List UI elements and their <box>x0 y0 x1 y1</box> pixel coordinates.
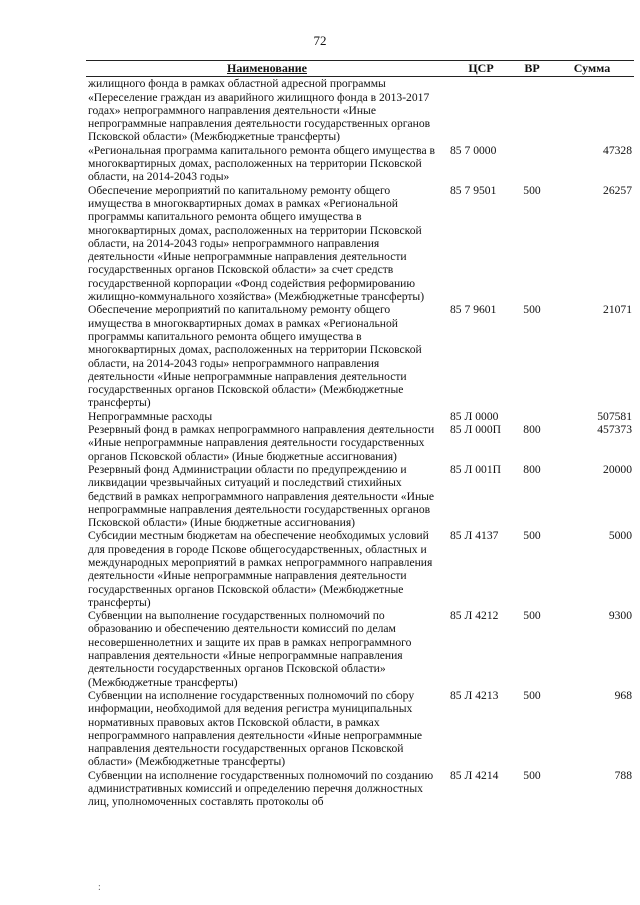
row-csr: 85 Л 4213 <box>450 688 499 702</box>
row-vr: 800 <box>523 423 541 437</box>
row-sum <box>550 77 634 144</box>
budget-table <box>86 60 634 809</box>
row-csr <box>448 77 514 144</box>
row-sum: 457373 <box>597 423 632 437</box>
row-vr <box>514 77 550 144</box>
table-row <box>86 144 634 184</box>
row-name: Субвенции на исполнение государственных полномочий по сбору информации, необходимой для ведения регистра муниципальных нормативных правовых актов Псковской области, в рамках непрограммного направления деятельности «Иные непрограммные направления деятельности государственных органов Псковской области» (Межбюджетные трансферты) <box>88 688 423 769</box>
row-name: Субвенции на выполнение государственных полномочий по образованию и обеспечению деятельности комиссий по делам несовершеннолетних и защите их прав в рамках непрограммного направления деятельности «Иные непрограммные направления деятельности государственных органов Псковской области» (Межбюджетные трансферты) <box>88 609 412 689</box>
scan-mark: : <box>98 882 101 893</box>
row-name: Резервный фонд в рамках непрограммного направления деятельности «Иные непрограммные направления деятельности государственных органов Псковской области» (Иные бюджетные ассигнования) <box>88 423 435 463</box>
table-header-row <box>86 61 634 77</box>
table-row <box>86 769 634 809</box>
row-vr: 500 <box>523 688 541 702</box>
table-row <box>86 423 634 463</box>
row-csr: 85 Л 001П <box>450 462 502 476</box>
table-row <box>86 529 634 609</box>
row-sum: 20000 <box>603 462 632 476</box>
row-csr: 85 Л 000П <box>450 423 502 437</box>
row-vr: 800 <box>523 462 541 476</box>
row-name: «Региональная программа капитального ремонта общего имущества в многоквартирных домах, расположенных на территории Псковской области, на 2014-2043 годы» <box>88 143 436 184</box>
row-sum: 26257 <box>603 183 632 197</box>
table-row <box>86 184 634 304</box>
row-vr: 500 <box>523 183 541 197</box>
row-name: Субвенции на исполнение государственных полномочий по созданию административных комиссий и определению перечня должностных лиц, уполномоченных составлять протоколы об <box>88 768 434 809</box>
table-row <box>86 609 634 689</box>
row-name: Субсидии местным бюджетам на обеспечение необходимых условий для проведения в городе Пскове общегосударственных, областных и международных мероприятий в рамках непрограммного направления деятельности «Иные непрограммные направления деятельности государственных органов Псковской области» (Межбюджетные трансферты) <box>88 529 433 609</box>
table-row <box>86 410 634 423</box>
row-name: Обеспечение мероприятий по капитальному ремонту общего имущества в многоквартирных домах в рамках «Региональной программы капитального ремонта общего имущества в многоквартирных домах, расположенных на территории Псковской области, на 2014-2043 годы» непрограммного направления деятельности «Иные непрограммные направления деятельности государственных органов Псковской области» за счет средств государственной корпорации «Фонд содействия реформированию жилищно-коммунального хозяйства» (Межбюджетные трансферты) <box>88 183 425 304</box>
row-sum: 5000 <box>608 529 632 543</box>
row-sum: 47328 <box>603 143 632 157</box>
row-csr: 85 Л 0000 <box>450 409 499 423</box>
row-csr: 85 7 9501 <box>450 183 497 197</box>
header-vr: ВР <box>514 61 550 77</box>
row-vr: 500 <box>523 768 541 782</box>
row-vr <box>514 410 550 423</box>
row-vr: 500 <box>523 303 541 317</box>
row-sum: 21071 <box>603 303 632 317</box>
row-vr: 500 <box>523 609 541 623</box>
row-vr <box>514 144 550 184</box>
table-row <box>86 303 634 409</box>
row-csr: 85 Л 4212 <box>450 609 499 623</box>
header-sum: Сумма <box>550 61 634 77</box>
table-row <box>86 77 634 144</box>
row-vr: 500 <box>523 529 541 543</box>
row-csr: 85 Л 4137 <box>450 529 499 543</box>
row-name: Обеспечение мероприятий по капитальному ремонту общего имущества в многоквартирных домах в рамках «Региональной программы капитального ремонта общего имущества в многоквартирных домах, расположенных на территории Псковской области, на 2014-2043 годы» непрограммного направления деятельности «Иные непрограммные направления деятельности государственных органов Псковской области» (Межбюджетные трансферты) <box>88 303 422 410</box>
row-csr: 85 7 9601 <box>450 303 497 317</box>
header-name: Наименование <box>86 61 448 77</box>
row-name: Непрограммные расходы <box>88 409 213 423</box>
row-csr: 85 Л 4214 <box>450 768 499 782</box>
row-name: Резервный фонд Администрации области по предупреждению и ликвидации чрезвычайных ситуаций и последствий стихийных бедствий в рамках непрограммного направления деятельности «Иные непрограммные направления деятельности государственных органов Псковской области» (Иные бюджетные ассигнования) <box>88 462 435 530</box>
row-csr: 85 7 0000 <box>450 143 497 157</box>
row-sum: 507581 <box>597 409 632 423</box>
table-row <box>86 689 634 769</box>
row-name: жилищного фонда в рамках областной адресной программы «Переселение граждан из аварийного жилищного фонда в 2013-2017 годах» непрограммного направления деятельности «Иные непрограммные направления деятельности государственных органов Псковской области» (Межбюджетные трансферты) <box>88 77 431 144</box>
page-number: 72 <box>313 33 327 48</box>
header-csr: ЦСР <box>448 61 514 77</box>
row-sum: 968 <box>614 688 632 702</box>
table-row <box>86 463 634 529</box>
row-sum: 788 <box>614 768 632 782</box>
row-sum: 9300 <box>608 609 632 623</box>
